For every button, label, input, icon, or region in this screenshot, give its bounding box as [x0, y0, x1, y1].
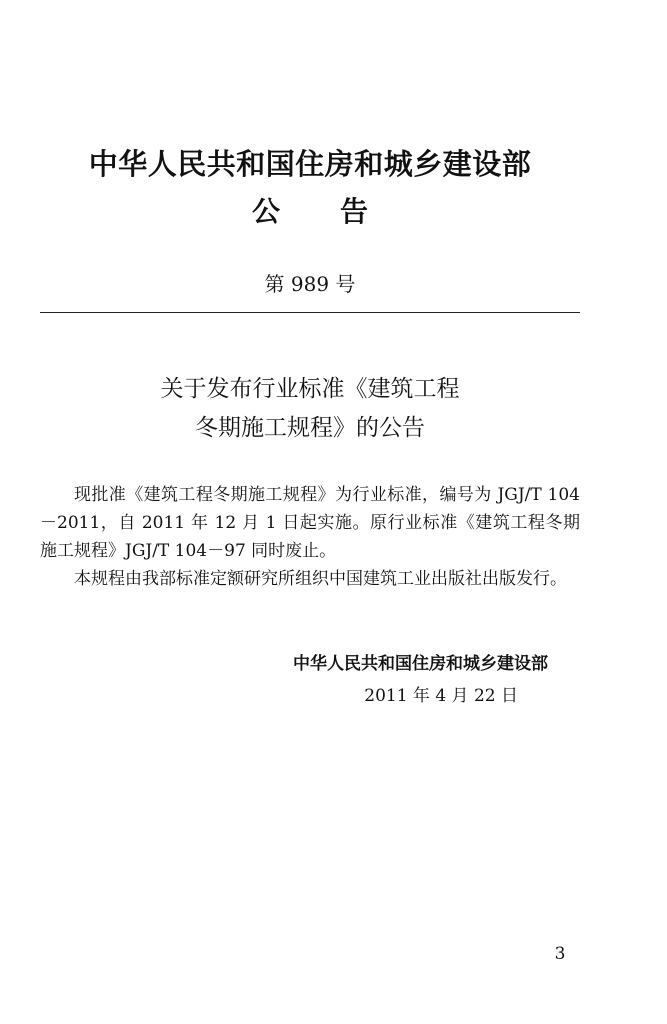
announcement-number: 第 989 号	[264, 272, 356, 296]
subject-line-1: 关于发布行业标准《建筑工程	[160, 376, 460, 402]
signature-organization: 中华人民共和国住房和城乡建设部	[293, 654, 548, 674]
page-number: 3	[554, 944, 566, 964]
announcement-heading: 公告	[251, 195, 428, 228]
subject-line-2: 冬期施工规程》的公告	[195, 415, 425, 441]
divider-line	[40, 312, 580, 313]
signature-date: 2011 年 4 月 22 日	[364, 686, 518, 706]
body-paragraph-1: 现批准《建筑工程冬期施工规程》为行业标准，编号为 JGJ/T 104－2011，自 2011 年 12 月 1 日起实施。原行业标准《建筑工程冬期施工规程》JGJ/T 104－97 同时废止。	[40, 485, 580, 561]
ministry-title: 中华人民共和国住房和城乡建设部	[88, 147, 532, 181]
body-paragraph-2: 本规程由我部标准定额研究所组织中国建筑工业出版社出版发行。	[74, 569, 567, 589]
